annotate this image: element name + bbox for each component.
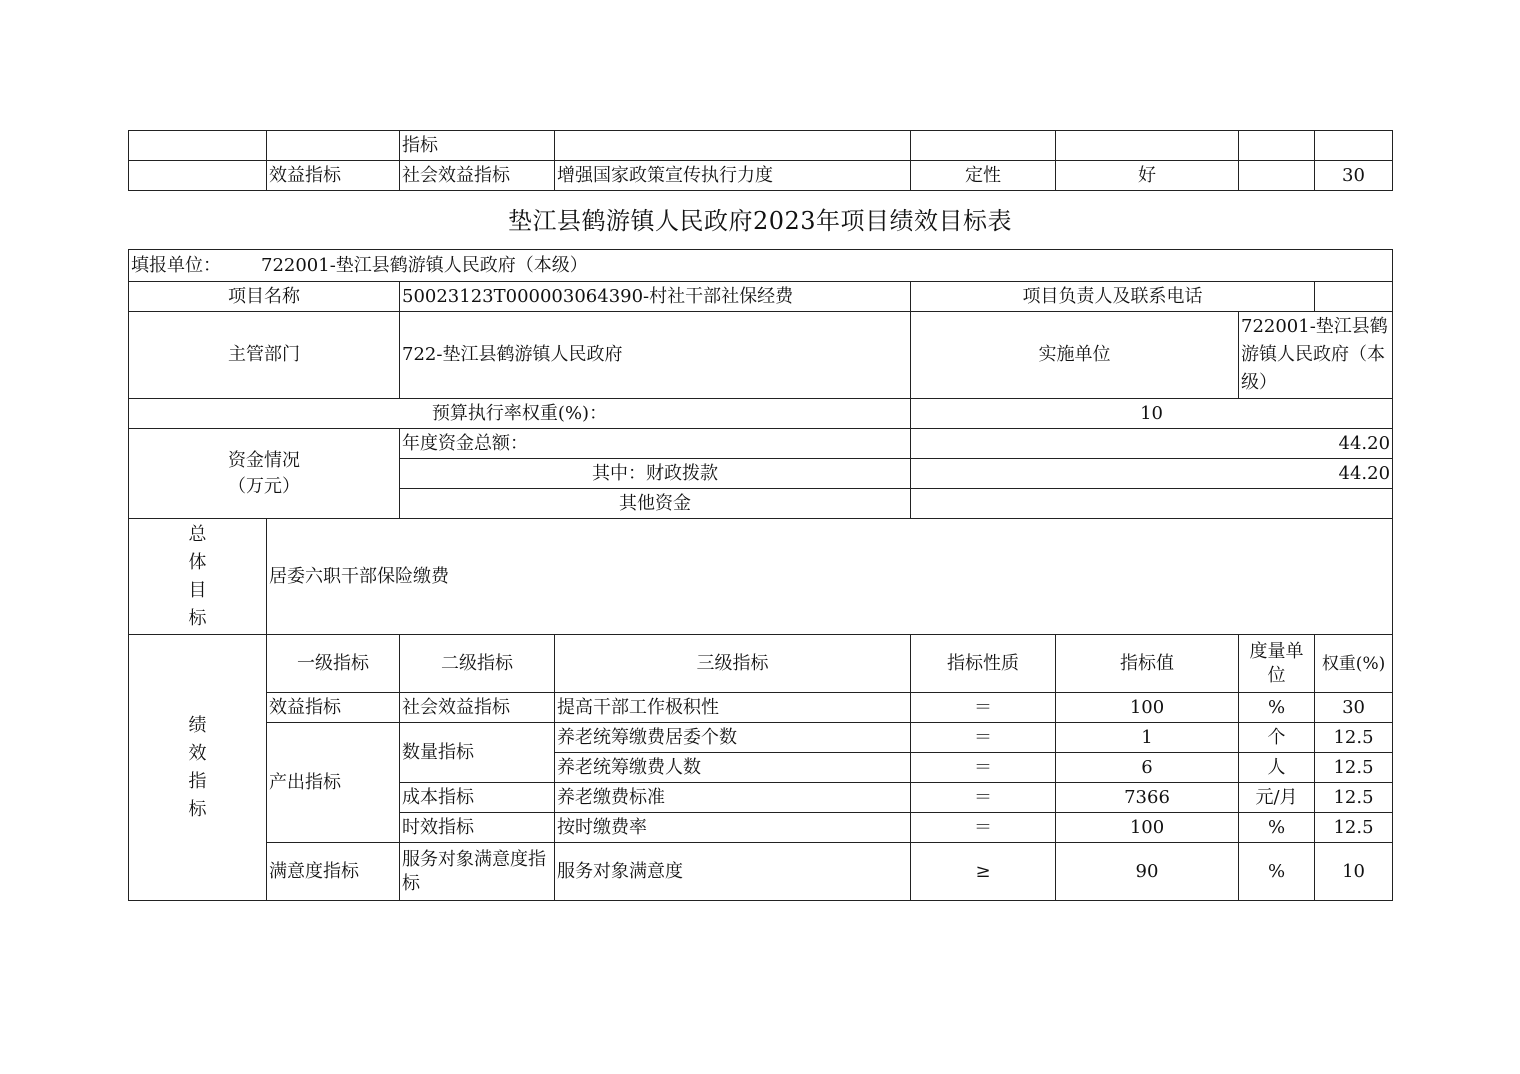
level1-cell: 效益指标 xyxy=(267,693,400,723)
level2-cell: 服务对象满意度指标 xyxy=(400,843,555,901)
table-row xyxy=(129,161,1393,191)
level1-cell: 效益指标 xyxy=(267,161,400,191)
dept-value: 722-垫江县鹤游镇人民政府 xyxy=(400,312,911,399)
funds-fiscal-value: 44.20 xyxy=(911,459,1393,489)
cell xyxy=(911,131,1056,161)
weight-cell: 30 xyxy=(1315,161,1393,191)
funds-label-line2: （万元） xyxy=(228,475,300,497)
level3-cell: 按时缴费率 xyxy=(555,813,911,843)
impl-label: 实施单位 xyxy=(911,312,1239,399)
level1-cell: 产出指标 xyxy=(267,723,400,843)
unit-cell: % xyxy=(1239,813,1315,843)
nature-cell: ＝ xyxy=(911,783,1056,813)
nature-cell: ＝ xyxy=(911,813,1056,843)
contact-value xyxy=(1315,282,1393,312)
nature-cell: ≥ xyxy=(911,843,1056,901)
table-row xyxy=(129,723,1393,753)
value-cell: 1 xyxy=(1056,723,1239,753)
value-cell: 100 xyxy=(1056,693,1239,723)
weight-cell: 12.5 xyxy=(1315,813,1393,843)
nature-cell: ＝ xyxy=(911,693,1056,723)
header-weight: 权重(%) xyxy=(1315,635,1393,693)
level1-cell: 满意度指标 xyxy=(267,843,400,901)
cell xyxy=(129,161,267,191)
nature-cell: 定性 xyxy=(911,161,1056,191)
document-title: 垫江县鹤游镇人民政府2023年项目绩效目标表 xyxy=(507,207,1013,235)
level3-cell: 增强国家政策宣传执行力度 xyxy=(555,161,911,191)
fill-unit-label: 填报单位： xyxy=(131,254,221,276)
goal-text: 居委六职干部保险缴费 xyxy=(267,519,1393,635)
perf-header-row xyxy=(129,635,1393,693)
level3-cell: 服务对象满意度 xyxy=(555,843,911,901)
perf-label xyxy=(129,635,267,901)
goal-row xyxy=(129,519,1393,635)
level2-cell: 社会效益指标 xyxy=(400,693,555,723)
cell xyxy=(555,131,911,161)
funds-other-value xyxy=(911,489,1393,519)
project-name-label: 项目名称 xyxy=(129,282,400,312)
cell: 指标 xyxy=(400,131,555,161)
fill-unit-cell xyxy=(129,250,1393,282)
cell xyxy=(1056,131,1239,161)
header-level1: 一级指标 xyxy=(267,635,400,693)
header-nature: 指标性质 xyxy=(911,635,1056,693)
cell xyxy=(267,131,400,161)
level2-cell: 时效指标 xyxy=(400,813,555,843)
table-row xyxy=(129,693,1393,723)
budget-rate-row xyxy=(129,399,1393,429)
level2-cell: 数量指标 xyxy=(400,723,555,783)
cell xyxy=(1239,131,1315,161)
funds-total-label: 年度资金总额： xyxy=(400,429,911,459)
budget-rate-value: 10 xyxy=(911,399,1393,429)
cell xyxy=(1315,131,1393,161)
unit-cell xyxy=(1239,161,1315,191)
contact-label: 项目负责人及联系电话 xyxy=(911,282,1315,312)
funds-other-label: 其他资金 xyxy=(400,489,911,519)
funds-total-value: 44.20 xyxy=(911,429,1393,459)
unit-cell: 元/月 xyxy=(1239,783,1315,813)
weight-cell: 12.5 xyxy=(1315,783,1393,813)
level3-cell: 提高干部工作极积性 xyxy=(555,693,911,723)
dept-label: 主管部门 xyxy=(129,312,400,399)
unit-cell: 人 xyxy=(1239,753,1315,783)
level3-cell: 养老统筹缴费居委个数 xyxy=(555,723,911,753)
weight-cell: 12.5 xyxy=(1315,753,1393,783)
header-level3: 三级指标 xyxy=(555,635,911,693)
value-cell: 100 xyxy=(1056,813,1239,843)
unit-cell: % xyxy=(1239,843,1315,901)
fill-unit-row xyxy=(129,250,1393,282)
level3-cell: 养老缴费标准 xyxy=(555,783,911,813)
value-cell: 好 xyxy=(1056,161,1239,191)
weight-cell: 30 xyxy=(1315,693,1393,723)
previous-table-continuation xyxy=(128,130,1393,191)
header-value: 指标值 xyxy=(1056,635,1239,693)
level2-cell: 社会效益指标 xyxy=(400,161,555,191)
nature-cell: ＝ xyxy=(911,753,1056,783)
funds-label xyxy=(129,429,400,519)
value-cell: 90 xyxy=(1056,843,1239,901)
budget-rate-label: 预算执行率权重(%)： xyxy=(129,399,911,429)
unit-cell: 个 xyxy=(1239,723,1315,753)
perf-label-text: 绩效指标 xyxy=(188,714,207,820)
funds-label-line1: 资金情况 xyxy=(228,449,300,471)
funds-fiscal-label: 其中：财政拨款 xyxy=(400,459,911,489)
header-level2: 二级指标 xyxy=(400,635,555,693)
impl-value: 722001-垫江县鹤游镇人民政府（本级） xyxy=(1239,312,1393,399)
goal-label-text: 总体目标 xyxy=(188,523,207,629)
header-unit: 度量单位 xyxy=(1239,635,1315,693)
dept-row xyxy=(129,312,1393,399)
nature-cell: ＝ xyxy=(911,723,1056,753)
table-row xyxy=(129,843,1393,901)
weight-cell: 12.5 xyxy=(1315,723,1393,753)
project-name-row xyxy=(129,282,1393,312)
cell xyxy=(129,131,267,161)
unit-cell: % xyxy=(1239,693,1315,723)
performance-target-table xyxy=(128,249,1393,901)
level2-cell: 成本指标 xyxy=(400,783,555,813)
funds-total-row xyxy=(129,429,1393,459)
goal-label xyxy=(129,519,267,635)
project-name-value: 50023123T000003064390-村社干部社保经费 xyxy=(400,282,911,312)
value-cell: 6 xyxy=(1056,753,1239,783)
fill-unit-value: 722001-垫江县鹤游镇人民政府（本级） xyxy=(261,254,588,276)
value-cell: 7366 xyxy=(1056,783,1239,813)
weight-cell: 10 xyxy=(1315,843,1393,901)
table-row xyxy=(129,131,1393,161)
level3-cell: 养老统筹缴费人数 xyxy=(555,753,911,783)
